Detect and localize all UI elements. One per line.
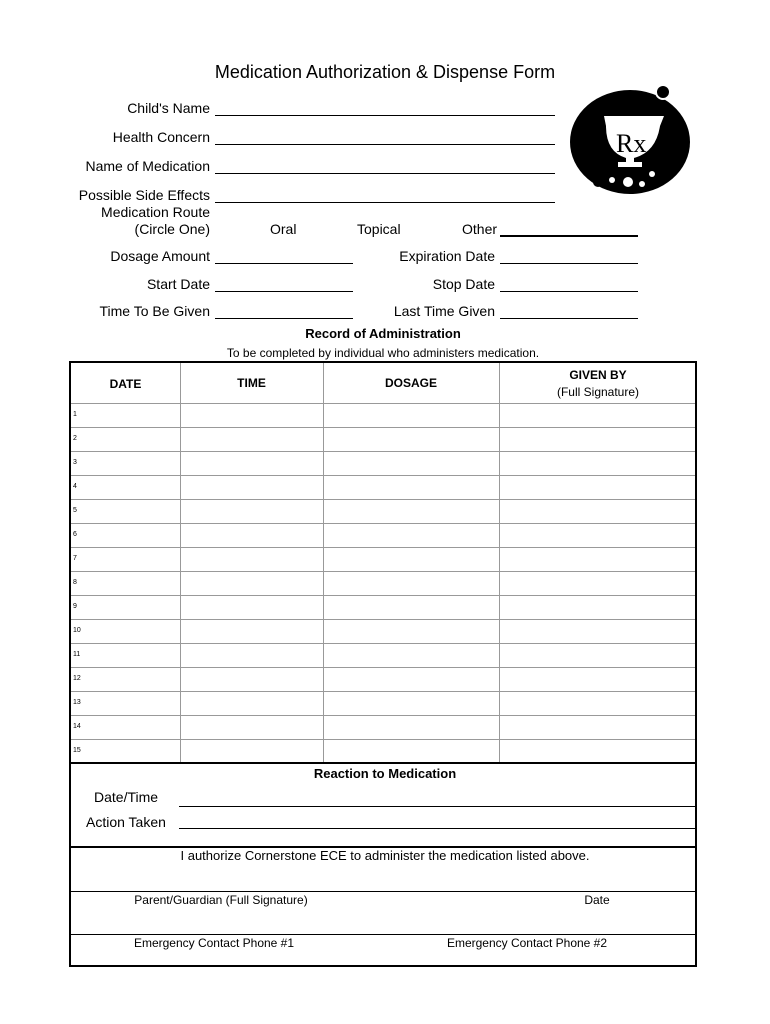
side-effects-field[interactable] — [215, 202, 555, 203]
table-row[interactable] — [71, 715, 695, 739]
row-number: 2 — [73, 435, 77, 442]
column-header-dosage: DOSAGE — [384, 376, 437, 390]
reaction-date-time-label: Date/Time — [94, 789, 159, 805]
health-concern-label: Health Concern — [112, 129, 210, 145]
row-number: 1 — [73, 411, 77, 418]
column-header-given-by-note: (Full Signature) — [556, 385, 640, 399]
table-row[interactable] — [71, 475, 695, 499]
table-row[interactable] — [71, 403, 695, 427]
row-number: 14 — [73, 723, 81, 730]
stop-date-field[interactable] — [500, 291, 638, 292]
row-number: 12 — [73, 675, 81, 682]
table-row[interactable] — [71, 451, 695, 475]
table-row[interactable] — [71, 691, 695, 715]
column-header-time: TIME — [237, 376, 266, 390]
stop-date-label: Stop Date — [432, 276, 495, 292]
last-time-given-field[interactable] — [500, 318, 638, 319]
form-title: Medication Authorization & Dispense Form — [214, 62, 556, 82]
row-number: 7 — [73, 555, 77, 562]
row-number: 5 — [73, 507, 77, 514]
row-number: 3 — [73, 459, 77, 466]
row-number: 8 — [73, 579, 77, 586]
table-row[interactable] — [71, 619, 695, 643]
table-row[interactable] — [71, 643, 695, 667]
parent-signature-label: Parent/Guardian (Full Signature) — [134, 893, 308, 907]
record-subheading: To be completed by individual who administers medication. — [226, 346, 540, 360]
administration-table — [69, 361, 697, 967]
emergency-contact-2-label: Emergency Contact Phone #2 — [446, 936, 608, 950]
row-number: 4 — [73, 483, 77, 490]
start-date-label: Start Date — [146, 276, 210, 292]
side-effects-label: Possible Side Effects — [78, 187, 210, 203]
action-taken-field[interactable] — [179, 828, 697, 829]
table-row[interactable] — [71, 523, 695, 547]
expiration-date-field[interactable] — [500, 263, 638, 264]
row-number: 9 — [73, 603, 77, 610]
emergency-contact-1-label: Emergency Contact Phone #1 — [133, 936, 295, 950]
time-to-be-given-label: Time To Be Given — [99, 303, 210, 319]
dosage-amount-label: Dosage Amount — [110, 248, 210, 264]
column-header-date: DATE — [109, 377, 142, 391]
start-date-field[interactable] — [215, 291, 353, 292]
row-number: 15 — [73, 747, 81, 754]
row-number: 11 — [73, 651, 81, 658]
medication-name-field[interactable] — [215, 173, 555, 174]
rx-logo-text: Rx — [616, 129, 647, 158]
row-number: 6 — [73, 531, 77, 538]
table-row[interactable] — [71, 667, 695, 691]
expiration-date-label: Expiration Date — [399, 248, 495, 264]
table-row[interactable] — [71, 739, 695, 763]
childs-name-field[interactable] — [215, 115, 555, 116]
table-row[interactable] — [71, 499, 695, 523]
dosage-amount-field[interactable] — [215, 263, 353, 264]
rx-mortar-pestle-icon — [566, 82, 694, 204]
authorization-statement: I authorize Cornerstone ECE to administer the medication listed above. — [180, 848, 590, 863]
authorization-date-label: Date — [584, 893, 610, 907]
reaction-date-time-field[interactable] — [179, 806, 697, 807]
table-row[interactable] — [71, 571, 695, 595]
table-row[interactable] — [71, 427, 695, 451]
childs-name-label: Child's Name — [127, 100, 210, 116]
record-heading: Record of Administration — [305, 326, 461, 341]
route-topical-option[interactable]: Topical — [357, 221, 401, 237]
medication-route-label: Medication Route — [101, 204, 210, 220]
table-row[interactable] — [71, 547, 695, 571]
reaction-heading: Reaction to Medication — [313, 766, 457, 781]
column-header-given-by: GIVEN BY — [569, 368, 627, 382]
route-oral-option[interactable]: Oral — [270, 221, 297, 237]
circle-one-label: (Circle One) — [134, 221, 210, 237]
table-row[interactable] — [71, 595, 695, 619]
route-other-field[interactable] — [500, 235, 638, 237]
action-taken-label: Action Taken — [86, 814, 166, 830]
row-number: 10 — [73, 627, 81, 634]
time-to-be-given-field[interactable] — [215, 318, 353, 319]
row-number: 13 — [73, 699, 81, 706]
medication-name-label: Name of Medication — [85, 158, 210, 174]
health-concern-field[interactable] — [215, 144, 555, 145]
last-time-given-label: Last Time Given — [393, 303, 495, 319]
route-other-option[interactable]: Other — [462, 221, 498, 237]
